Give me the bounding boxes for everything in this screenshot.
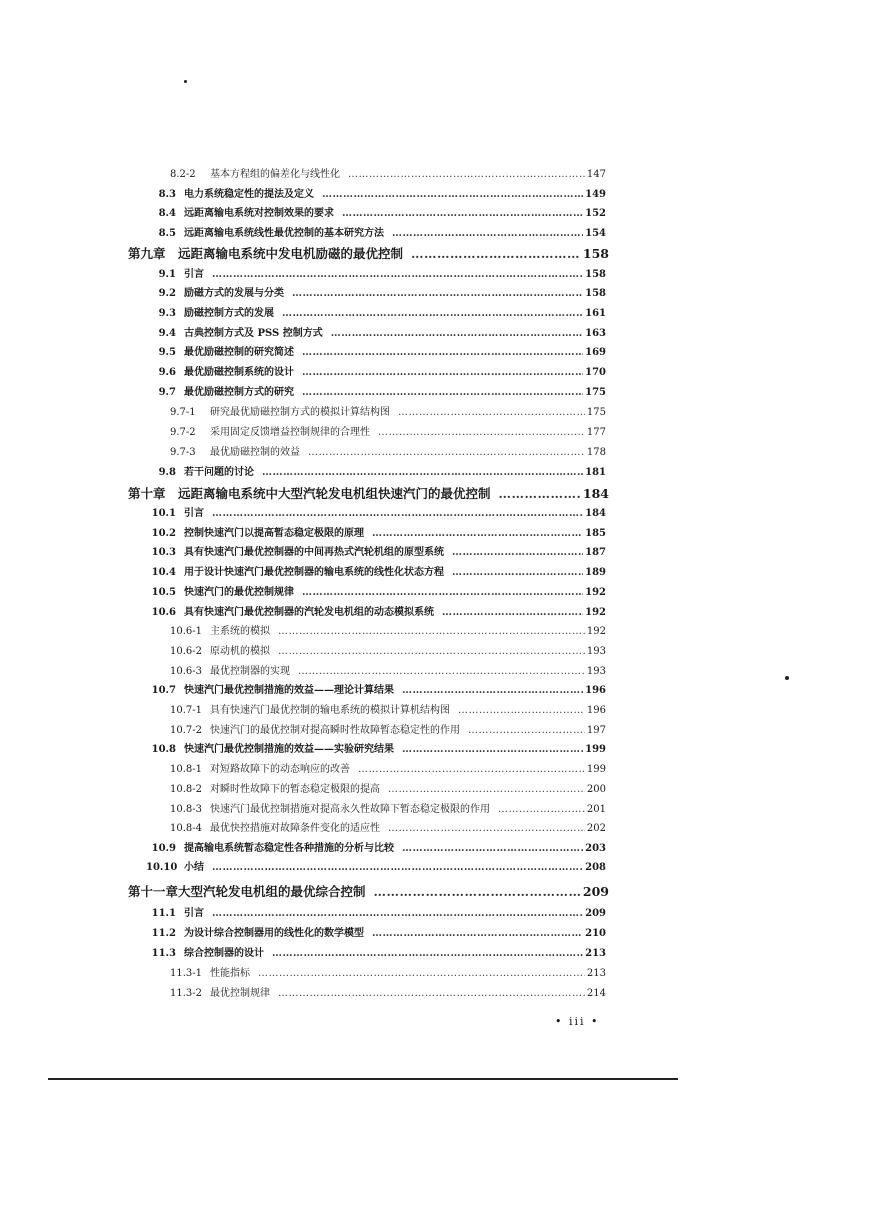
toc-entry: [146, 188, 606, 202]
dot-leader: [499, 486, 581, 502]
toc-entry-number: 9.6: [158, 367, 176, 378]
toc-entry-title: 具有快速汽门最优控制的输电系统的模拟计算机结构图: [210, 705, 450, 716]
toc-entry-page: 209: [585, 908, 606, 919]
toc-entry-title: 最优快控措施对故障条件变化的适应性: [210, 823, 380, 834]
toc-entry-page: 193: [586, 646, 606, 657]
toc-entry-number: 10.7-2: [170, 725, 203, 736]
page-number-footer: • iii •: [555, 1015, 600, 1028]
dot-leader: [278, 987, 585, 1001]
toc-entry-page: 192: [585, 587, 606, 598]
toc-entry-page: 147: [586, 169, 606, 180]
toc-entry: [146, 684, 606, 698]
toc-entry: [170, 625, 606, 639]
dot-leader: [358, 763, 585, 777]
toc-entry-title: 最优控制规律: [210, 988, 270, 999]
toc-entry-page: 189: [585, 567, 606, 578]
toc-entry: [146, 307, 606, 321]
toc-entry-number: 8.4: [158, 208, 176, 219]
dot-leader: [292, 287, 583, 301]
toc-entry-page: 154: [585, 228, 606, 239]
toc-entry-title: 原动机的模拟: [210, 646, 270, 657]
toc-entry-title: 励磁控制方式的发展: [184, 308, 274, 319]
toc-entry-number: 9.8: [158, 467, 176, 478]
dot-leader: [452, 546, 583, 560]
dot-leader: [442, 606, 583, 620]
toc-entry-title: 采用固定反馈增益控制规律的合理性: [210, 427, 370, 438]
toc-entry: [146, 743, 606, 757]
toc-entry-title: 若干问题的讨论: [184, 467, 254, 478]
toc-entry-title: 用于设计快速汽门最优控制器的输电系统的线性化状态方程: [184, 567, 444, 578]
toc-entry-title: 性能指标: [210, 968, 250, 979]
toc-entry-number: 第九章: [128, 246, 166, 261]
dot-leader: [348, 168, 585, 182]
toc-entry: [146, 386, 606, 400]
dot-leader: [392, 227, 583, 241]
toc-entry: [146, 586, 606, 600]
toc-entry-title: 综合控制器的设计: [184, 948, 264, 959]
toc-entry-page: 193: [586, 666, 606, 677]
toc-entry-title: 远距离输电系统对控制效果的要求: [184, 208, 334, 219]
toc-entry-title: 快速汽门的最优控制规律: [184, 587, 294, 598]
toc-entry: [146, 927, 606, 941]
toc-entry-number: 第十一章: [128, 884, 179, 899]
toc-entry-page: 213: [585, 948, 606, 959]
toc-entry-page: 196: [586, 705, 606, 716]
toc-entry: [146, 268, 606, 282]
dot-leader: [452, 566, 583, 580]
toc-entry-number: 10.6: [151, 607, 176, 618]
toc-entry-title: 最优控制器的实现: [210, 666, 290, 677]
toc-entry: [146, 861, 606, 875]
toc-entry: [146, 566, 606, 580]
toc-entry: [170, 645, 606, 659]
toc-entry-title: 对瞬时性故障下的暂态稳定极限的提高: [210, 784, 380, 795]
toc-entry-page: 201: [586, 804, 606, 815]
dot-leader: [374, 884, 581, 900]
toc-entry-title: 电力系统稳定性的提法及定义: [184, 189, 314, 200]
toc-entry-number: 9.7-3: [170, 447, 196, 458]
dot-leader: [212, 907, 583, 921]
toc-entry-title: 快速汽门最优控制措施的效益——理论计算结果: [184, 685, 394, 696]
toc-entry-page: 178: [586, 447, 606, 458]
dot-leader: [282, 307, 583, 321]
toc-entry-page: 161: [585, 308, 606, 319]
toc-entry-page: 169: [585, 347, 606, 358]
toc-entry-number: 10.8: [151, 744, 176, 755]
toc-entry-page: 149: [585, 189, 606, 200]
toc-entry-title: 小结: [184, 862, 204, 873]
toc-entry-page: 185: [585, 528, 606, 539]
toc-entry-title: 大型汽轮发电机组的最优综合控制: [178, 884, 366, 899]
toc-entry-number: 10.8-3: [170, 804, 203, 815]
toc-entry: [146, 546, 606, 560]
toc-entry-number: 9.7-1: [170, 407, 196, 418]
toc-entry-page: 158: [585, 288, 606, 299]
dot-leader: [302, 346, 583, 360]
toc-entry-number: 9.4: [158, 328, 176, 339]
toc-entry: [146, 606, 606, 620]
dot-leader: [278, 625, 585, 639]
toc-entry-number: 11.1: [151, 908, 176, 919]
toc-entry: [146, 287, 606, 301]
toc-entry: [170, 724, 606, 738]
toc-entry-number: 10.2: [151, 528, 176, 539]
toc-entry: [146, 507, 606, 521]
toc-entry-title: 远距离输电系统线性最优控制的基本研究方法: [184, 228, 384, 239]
toc-entry-number: 11.3: [151, 948, 176, 959]
toc-entry: [170, 763, 606, 777]
toc-entry: [146, 366, 606, 380]
bottom-rule: [48, 1078, 678, 1080]
toc-entry-page: 214: [586, 988, 606, 999]
dot-leader: [378, 426, 585, 440]
toc-entry-title: 远距离输电系统中发电机励磁的最优控制: [178, 246, 404, 261]
toc-entry: [146, 907, 606, 921]
toc-entry: [170, 426, 606, 440]
toc-entry-title: 具有快速汽门最优控制器的中间再热式汽轮机组的原型系统: [184, 547, 444, 558]
dot-leader: [468, 724, 585, 738]
toc-entry-page: 192: [586, 626, 606, 637]
toc-entry: [170, 406, 606, 420]
toc-entry-page: 170: [585, 367, 606, 378]
dot-leader: [262, 466, 583, 480]
toc-entry-page: 184: [585, 508, 606, 519]
dot-leader: [212, 861, 583, 875]
toc-entry-title: 快速汽门最优控制措施的效益——实验研究结果: [184, 744, 394, 755]
toc-entry-number: 9.7: [158, 387, 176, 398]
toc-entry-title: 引言: [184, 269, 204, 280]
toc-entry: [170, 446, 606, 460]
toc-entry-number: 11.3-1: [170, 968, 203, 979]
toc-entry-title: 引言: [184, 508, 204, 519]
toc-entry-number: 10.8-4: [170, 823, 203, 834]
toc-entry: [170, 967, 606, 981]
toc-entry-title: 励磁方式的发展与分类: [184, 288, 284, 299]
toc-entry: [146, 327, 606, 341]
scan-speck: [785, 676, 789, 680]
toc-entry-number: 10.8-1: [170, 764, 203, 775]
toc-entry-page: 152: [585, 208, 606, 219]
toc-entry-number: 9.2: [158, 288, 176, 299]
dot-leader: [342, 207, 583, 221]
toc-entry: [128, 246, 609, 262]
toc-entry: [146, 947, 606, 961]
toc-entry-number: 10.8-2: [170, 784, 203, 795]
toc-entry: [146, 207, 606, 221]
dot-leader: [302, 366, 583, 380]
toc-entry-number: 11.2: [151, 928, 176, 939]
toc-entry-page: 200: [586, 784, 606, 795]
toc-entry-title: 主系统的模拟: [210, 626, 270, 637]
toc-entry-number: 10.3: [151, 547, 176, 558]
toc-entry-page: 199: [585, 744, 606, 755]
toc-entry-page: 187: [585, 547, 606, 558]
toc-entry-page: 192: [585, 607, 606, 618]
toc-entry-number: 9.3: [158, 308, 176, 319]
toc-entry-page: 196: [585, 685, 606, 696]
toc-entry-page: 213: [586, 968, 606, 979]
dot-leader: [212, 268, 583, 282]
dot-leader: [411, 246, 581, 262]
dot-leader: [302, 386, 583, 400]
toc-entry-title: 远距离输电系统中大型汽轮发电机组快速汽门的最优控制: [178, 486, 491, 501]
toc-entry-title: 最优励磁控制的研究简述: [184, 347, 294, 358]
toc-entry-page: 197: [586, 725, 606, 736]
toc-entry: [170, 665, 606, 679]
toc-entry-number: 10.7-1: [170, 705, 203, 716]
dot-leader: [372, 527, 583, 541]
toc-entry-number: 10.4: [151, 567, 176, 578]
toc-entry-number: 9.1: [158, 269, 176, 280]
dot-leader: [402, 842, 583, 856]
toc-entry-page: 158: [582, 246, 609, 261]
toc-entry: [170, 168, 606, 182]
dot-leader: [498, 803, 585, 817]
toc-entry-page: 175: [585, 387, 606, 398]
toc-entry-number: 8.3: [158, 189, 176, 200]
toc-entry-page: 163: [585, 328, 606, 339]
toc-entry: [146, 346, 606, 360]
dot-leader: [388, 822, 585, 836]
toc-entry-number: 9.7-2: [170, 427, 196, 438]
toc-entry-number: 8.5: [158, 228, 176, 239]
toc-entry-number: 10.6-2: [170, 646, 203, 657]
dot-leader: [212, 507, 583, 521]
toc-entry-page: 209: [582, 884, 609, 899]
toc-entry: [170, 987, 606, 1001]
toc-entry: [146, 227, 606, 241]
toc-entry-title: 具有快速汽门最优控制器的汽轮发电机组的动态模拟系统: [184, 607, 434, 618]
dot-leader: [398, 406, 585, 420]
toc-entry-title: 快速汽门最优控制措施对提高永久性故障下暂态稳定极限的作用: [210, 804, 490, 815]
dot-leader: [372, 927, 583, 941]
dot-leader: [331, 327, 583, 341]
dot-leader: [258, 967, 585, 981]
toc-entry-title: 提高输电系统暂态稳定性各种措施的分析与比较: [184, 843, 394, 854]
toc-entry-number: 10.6-1: [170, 626, 203, 637]
toc-entry-title: 最优励磁控制的效益: [210, 447, 300, 458]
toc-entry-title: 引言: [184, 908, 204, 919]
toc-entry: [170, 704, 606, 718]
toc-entry-number: 10.9: [151, 843, 176, 854]
toc-entry-title: 快速汽门的最优控制对提高瞬时性故障暂态稳定性的作用: [210, 725, 460, 736]
dot-leader: [302, 586, 583, 600]
toc-entry: [146, 466, 606, 480]
toc-entry: [128, 486, 609, 502]
dot-leader: [308, 446, 585, 460]
toc-entry-page: 177: [586, 427, 606, 438]
toc-entry-number: 8.2-2: [170, 169, 196, 180]
toc-entry-number: 10.1: [151, 508, 176, 519]
toc-entry-number: 11.3-2: [170, 988, 203, 999]
toc-entry-title: 最优励磁控制方式的研究: [184, 387, 294, 398]
dot-leader: [388, 783, 585, 797]
scan-speck: [184, 80, 187, 83]
toc-entry: [170, 783, 606, 797]
toc-entry-title: 对短路故障下的动态响应的改善: [210, 764, 350, 775]
toc-entry-number: 10.6-3: [170, 666, 203, 677]
toc-entry-title: 研究最优励磁控制方式的模拟计算结构图: [210, 407, 390, 418]
toc-entry-page: 175: [586, 407, 606, 418]
toc-entry-number: 10.5: [151, 587, 176, 598]
dot-leader: [402, 743, 583, 757]
toc-entry-title: 古典控制方式及 PSS 控制方式: [184, 328, 323, 339]
dot-leader: [322, 188, 583, 202]
toc-entry-page: 199: [586, 764, 606, 775]
toc-entry-page: 181: [585, 467, 606, 478]
toc-entry-page: 208: [585, 862, 606, 873]
toc-entry-page: 158: [585, 269, 606, 280]
toc-entry-number: 9.5: [158, 347, 176, 358]
toc-entry-title: 最优励磁控制系统的设计: [184, 367, 294, 378]
toc-entry-page: 203: [585, 843, 606, 854]
toc-entry: [170, 822, 606, 836]
toc-entry: [170, 803, 606, 817]
toc-entry-title: 控制快速汽门以提高暂态稳定极限的原理: [184, 528, 364, 539]
toc-entry-number: 10.10: [146, 862, 178, 873]
dot-leader: [458, 704, 585, 718]
toc-entry-title: 为设计综合控制器用的线性化的数学模型: [184, 928, 364, 939]
dot-leader: [402, 684, 583, 698]
dot-leader: [272, 947, 583, 961]
toc-entry-title: 基本方程组的偏差化与线性化: [210, 169, 340, 180]
toc-entry: [146, 527, 606, 541]
dot-leader: [298, 665, 585, 679]
toc-entry-page: 184: [582, 486, 609, 501]
toc-entry: [128, 884, 609, 900]
toc-entry-number: 10.7: [151, 685, 176, 696]
toc-entry-page: 202: [586, 823, 606, 834]
toc-entry-number: 第十章: [128, 486, 166, 501]
toc-entry-page: 210: [585, 928, 606, 939]
dot-leader: [278, 645, 585, 659]
toc-entry: [146, 842, 606, 856]
